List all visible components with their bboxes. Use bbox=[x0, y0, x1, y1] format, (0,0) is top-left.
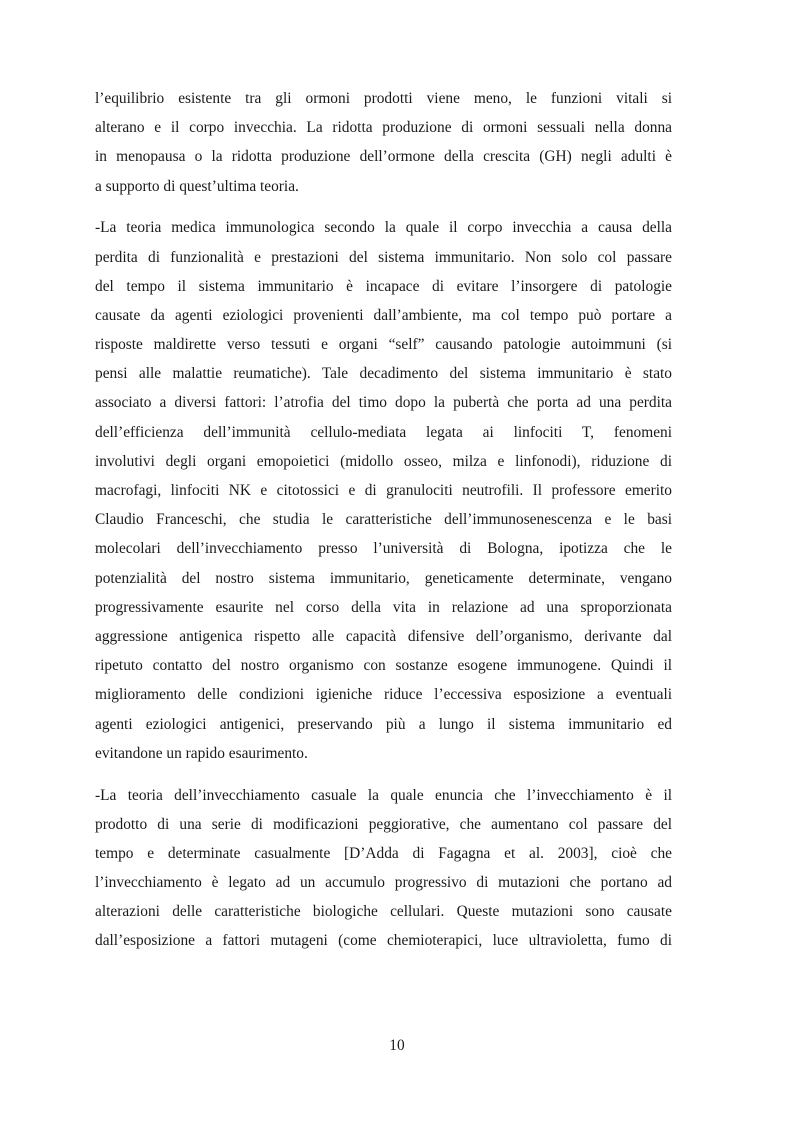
text-line: in menopausa o la ridotta produzione dell’ormone della crescita (GH) negli adulti è bbox=[95, 148, 672, 166]
text-line: l’equilibrio esistente tra gli ormoni prodotti viene meno, le funzioni vitali si bbox=[95, 90, 672, 107]
text-line: del tempo il sistema immunitario è incapace di evitare l’insorgere di patologie bbox=[95, 277, 672, 295]
text-line: alterazioni delle caratteristiche biologiche cellulari. Queste mutazioni sono causate bbox=[95, 903, 672, 921]
text-line: Claudio Franceschi, che studia le caratteristiche dell’immunosenescenza e le basi bbox=[95, 511, 672, 529]
page-number: 10 bbox=[389, 1037, 405, 1054]
text-line: dell’efficienza dell’immunità cellulo-mediata legata ai linfociti T, fenomeni bbox=[95, 423, 672, 441]
text-line: -La teoria medica immunologica secondo la quale il corpo invecchia a causa della bbox=[95, 219, 672, 237]
text-line: aggressione antigenica rispetto alle capacità difensive dell’organismo, derivante dal bbox=[95, 627, 672, 645]
text-line: involutivi degli organi emopoietici (midollo osseo, milza e linfonodi), riduzione di bbox=[95, 452, 672, 470]
text-line: perdita di funzionalità e prestazioni del sistema immunitario. Non solo col passare bbox=[95, 248, 672, 266]
text-line: dall’esposizione a fattori mutageni (come chemioterapici, luce ultravioletta, fumo di bbox=[95, 932, 672, 950]
text-line: associato a diversi fattori: l’atrofia del timo dopo la pubertà che porta ad una perdita bbox=[95, 394, 672, 412]
text-line: tempo e determinate casualmente [D’Adda di Fagagna et al. 2003], cioè che bbox=[95, 844, 672, 862]
text-line: progressivamente esaurite nel corso della vita in relazione ad una sproporzionata bbox=[95, 598, 672, 616]
text-line: causate da agenti eziologici provenienti dall’ambiente, ma col tempo può portare a bbox=[95, 306, 672, 324]
text-line: risposte maldirette verso tessuti e organi “self” causando patologie autoimmuni (si bbox=[95, 336, 672, 354]
text-line: -La teoria dell’invecchiamento casuale la quale enuncia che l’invecchiamento è il bbox=[95, 786, 672, 804]
text-line: miglioramento delle condizioni igieniche riduce l’eccessiva esposizione a eventuali bbox=[95, 686, 672, 704]
text-line: evitandone un rapido esaurimento. bbox=[95, 744, 308, 762]
text-line: molecolari dell’invecchiamento presso l’università di Bologna, ipotizza che le bbox=[95, 540, 672, 558]
text-line: potenzialità del nostro sistema immunitario, geneticamente determinate, vengano bbox=[95, 569, 672, 587]
text-line: alterano e il corpo invecchia. La ridotta produzione di ormoni sessuali nella donna bbox=[95, 119, 672, 137]
text-line: macrofagi, linfociti NK e citotossici e di granulociti neutrofili. Il professore emerito bbox=[95, 482, 672, 500]
text-line: agenti eziologici antigenici, preservando più a lungo il sistema immunitario ed bbox=[95, 715, 672, 733]
paragraph-random-aging-theory bbox=[95, 781, 672, 956]
paragraph-immunological-theory bbox=[95, 213, 672, 768]
text-line: ripetuto contatto del nostro organismo con sostanze esogene immunogene. Quindi il bbox=[95, 657, 672, 675]
page-body bbox=[95, 84, 672, 956]
text-line: pensi alle malattie reumatiche). Tale decadimento del sistema immunitario è stato bbox=[95, 365, 672, 383]
text-line: l’invecchiamento è legato ad un accumulo progressivo di mutazioni che portano ad bbox=[95, 874, 672, 892]
text-line: a supporto di quest’ultima teoria. bbox=[95, 177, 299, 195]
text-line: prodotto di una serie di modificazioni peggiorative, che aumentano col passare del bbox=[95, 815, 672, 833]
paragraph-hormonal-theory-end bbox=[95, 84, 672, 201]
